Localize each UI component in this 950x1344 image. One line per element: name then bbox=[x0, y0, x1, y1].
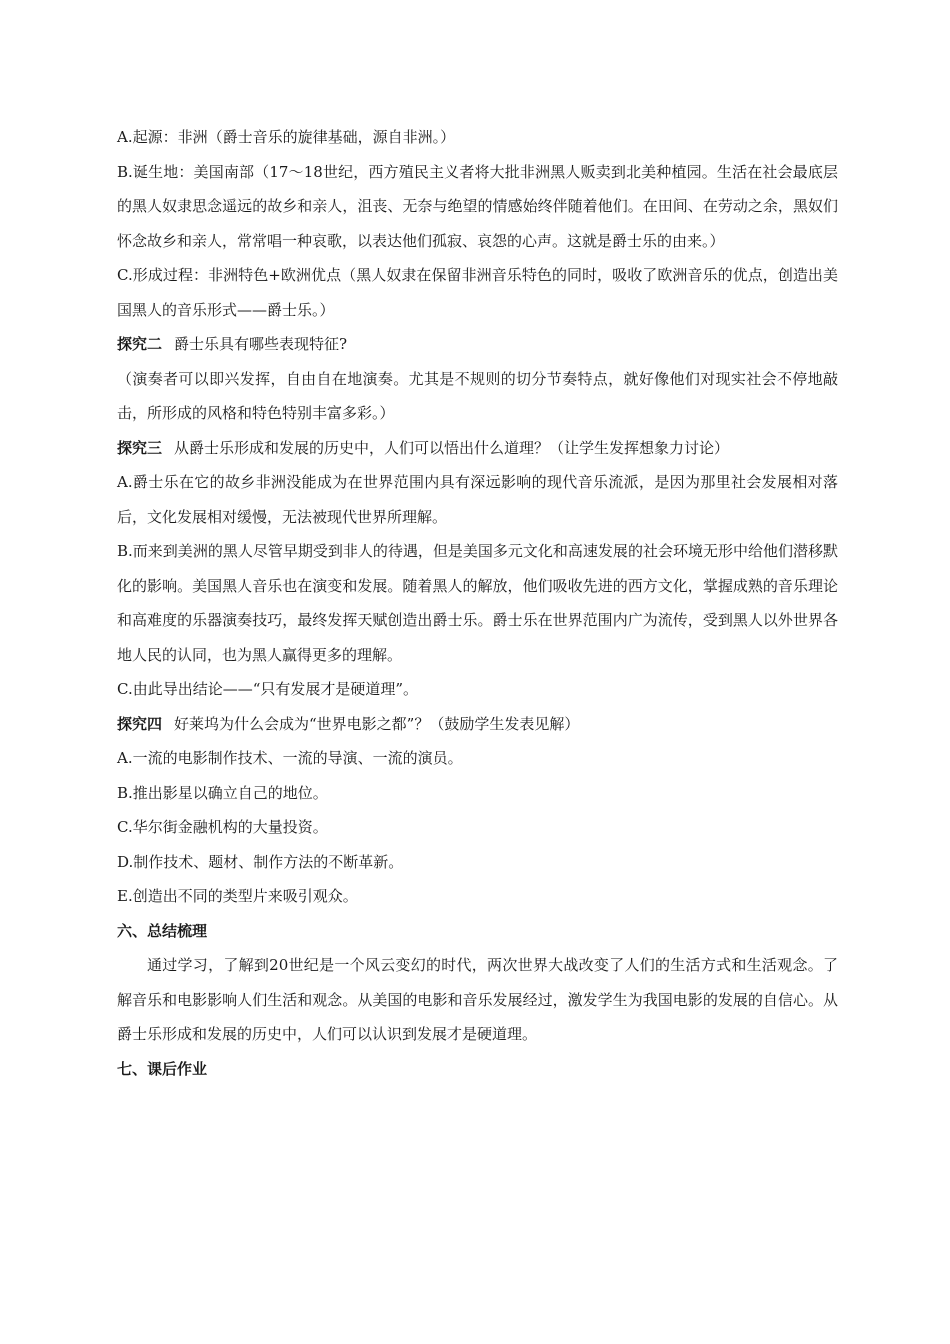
explore4-item-b: B.推出影星以确立自己的地位。 bbox=[117, 783, 328, 802]
section7-title: 七、课后作业 bbox=[117, 1059, 208, 1078]
explore3-label: 探究三 bbox=[117, 438, 163, 457]
explore3-question: 从爵士乐形成和发展的历史中，人们可以悟出什么道理？（让学生发挥想象力讨论） bbox=[174, 438, 730, 457]
explore4-heading bbox=[117, 707, 838, 742]
section6-body: 通过学习，了解到20世纪是一个风云变幻的时代，两次世界大战改变了人们的生活方式和生活观念。了解音乐和电影影响人们生活和观念。从美国的电影和音乐发展经过，激发学生为我国电影的发展的自信心。从爵士乐形成和发展的历史中，人们可以认识到发展才是硬道理。 bbox=[117, 956, 838, 1043]
explore4-item-e: E.创造出不同的类型片来吸引观众。 bbox=[117, 887, 358, 905]
formation-paragraph: C.形成过程：非洲特色+欧洲优点（黑人奴隶在保留非洲音乐特色的同时，吸收了欧洲音乐的优点，创造出美国黑人的音乐形式——爵士乐。） bbox=[117, 266, 838, 319]
explore3-item-c: C.由此导出结论——“只有发展才是硬道理”。 bbox=[117, 680, 419, 698]
explore4-item-d: D.制作技术、题材、制作方法的不断革新。 bbox=[117, 852, 404, 871]
explore3-heading bbox=[117, 431, 838, 466]
explore2-answer: （演奏者可以即兴发挥，自由自在地演奏。尤其是不规则的切分节奏特点，就好像他们对现实社会不停地敲击，所形成的风格和特色特别丰富多彩。） bbox=[117, 369, 838, 422]
explore3-item-a: A.爵士乐在它的故乡非洲没能成为在世界范围内具有深远影响的现代音乐流派，是因为那里社会发展相对落后，文化发展相对缓慢，无法被现代世界所理解。 bbox=[117, 473, 838, 526]
section6-title: 六、总结梳理 bbox=[117, 921, 208, 940]
origin-paragraph: A.起源：非洲（爵士音乐的旋律基础，源自非洲。） bbox=[117, 128, 456, 146]
explore4-item-c: C.华尔街金融机构的大量投资。 bbox=[117, 818, 328, 836]
explore2-heading bbox=[117, 327, 838, 362]
explore4-item-a: A.一流的电影制作技术、一流的导演、一流的演员。 bbox=[117, 749, 463, 767]
explore2-question: 爵士乐具有哪些表现特征? bbox=[174, 335, 348, 353]
explore3-item-b: B.而来到美洲的黑人尽管早期受到非人的待遇，但是美国多元文化和高速发展的社会环境无形中给他们潜移默化的影响。美国黑人音乐也在演变和发展。随着黑人的解放，他们吸收先进的西方文化，掌握成熟的音乐理论和高难度的乐器演奏技巧，最终发挥天赋创造出爵士乐。爵士乐在世界范围内广为流传，受到黑人以外世界各地人民的认同，也为黑人赢得更多的理解。 bbox=[117, 542, 838, 664]
explore4-label: 探究四 bbox=[117, 714, 163, 733]
birthplace-paragraph: B.诞生地：美国南部（17～18世纪，西方殖民主义者将大批非洲黑人贩卖到北美种植园。生活在社会最底层的黑人奴隶思念遥远的故乡和亲人，沮丧、无奈与绝望的情感始终伴随着他们。在田间、在劳动之余，黑奴们怀念故乡和亲人，常常唱一种哀歌，以表达他们孤寂、哀怨的心声。这就是爵士乐的由来。） bbox=[117, 162, 838, 250]
explore4-question: 好莱坞为什么会成为“世界电影之都”？（鼓励学生发表见解） bbox=[174, 714, 580, 733]
explore2-label: 探究二 bbox=[117, 335, 163, 353]
